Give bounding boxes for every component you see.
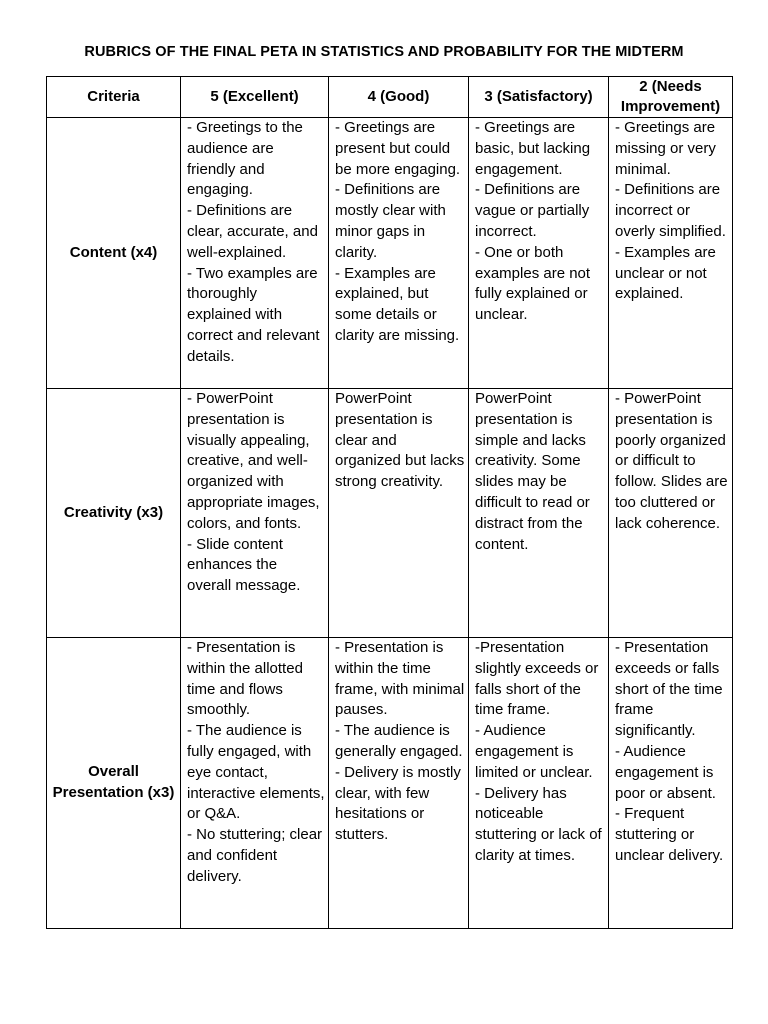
content-good-cell: - Greetings are present but could be more engaging. - Definitions are mostly clear with minor gaps in clarity. - Examples are explained, but some details or clarity are missing.	[329, 118, 469, 389]
table-row-overall-presentation	[47, 638, 733, 929]
table-row-creativity	[47, 389, 733, 638]
header-satisfactory: 3 (Satisfactory)	[469, 77, 609, 118]
table-header-row	[47, 77, 733, 118]
content-satisfactory-cell: - Greetings are basic, but lacking engagement. - Definitions are vague or partially incorrect. - One or both examples are not fully explained or unclear.	[469, 118, 609, 389]
creativity-satisfactory-cell: PowerPoint presentation is simple and lacks creativity. Some slides may be difficult to read or distract from the content.	[469, 389, 609, 638]
overall-satisfactory-cell: -Presentation slightly exceeds or falls short of the time frame. - Audience engagement is limited or unclear. - Delivery has noticeable stuttering or lack of clarity at times.	[469, 638, 609, 929]
table-row-content	[47, 118, 733, 389]
document-title: RUBRICS OF THE FINAL PETA IN STATISTICS AND PROBABILITY FOR THE MIDTERM	[84, 44, 684, 60]
overall-needs-improvement-cell: - Presentation exceeds or falls short of the time frame significantly. - Audience engagement is poor or absent. - Frequent stuttering or unclear delivery.	[609, 638, 733, 929]
content-needs-improvement-cell: - Greetings are missing or very minimal. - Definitions are incorrect or overly simplified. - Examples are unclear or not explained.	[609, 118, 733, 389]
header-good: 4 (Good)	[329, 77, 469, 118]
overall-good-cell: - Presentation is within the time frame, with minimal pauses. - The audience is generally engaged. - Delivery is mostly clear, with few hesitations or stutters.	[329, 638, 469, 929]
header-excellent: 5 (Excellent)	[181, 77, 329, 118]
header-criteria: Criteria	[47, 77, 181, 118]
content-excellent-cell: - Greetings to the audience are friendly and engaging. - Definitions are clear, accurate, and well-explained. - Two examples are thoroughly explained with correct and relevant details.	[181, 118, 329, 389]
creativity-needs-improvement-cell: - PowerPoint presentation is poorly organized or difficult to follow. Slides are too cluttered or lack coherence.	[609, 389, 733, 638]
creativity-excellent-cell: - PowerPoint presentation is visually appealing, creative, and well-organized with appropriate images, colors, and fonts. - Slide content enhances the overall message.	[181, 389, 329, 638]
criteria-overall-presentation: Overall Presentation (x3)	[47, 638, 181, 929]
rubric-table	[46, 76, 733, 929]
creativity-good-cell: PowerPoint presentation is clear and organized but lacks strong creativity.	[329, 389, 469, 638]
criteria-creativity: Creativity (x3)	[47, 389, 181, 638]
criteria-content: Content (x4)	[47, 118, 181, 389]
header-needs-improvement: 2 (Needs Improvement)	[609, 77, 733, 118]
overall-excellent-cell: - Presentation is within the allotted time and flows smoothly. - The audience is fully engaged, with eye contact, interactive elements, or Q&A. - No stuttering; clear and confident delivery.	[181, 638, 329, 929]
